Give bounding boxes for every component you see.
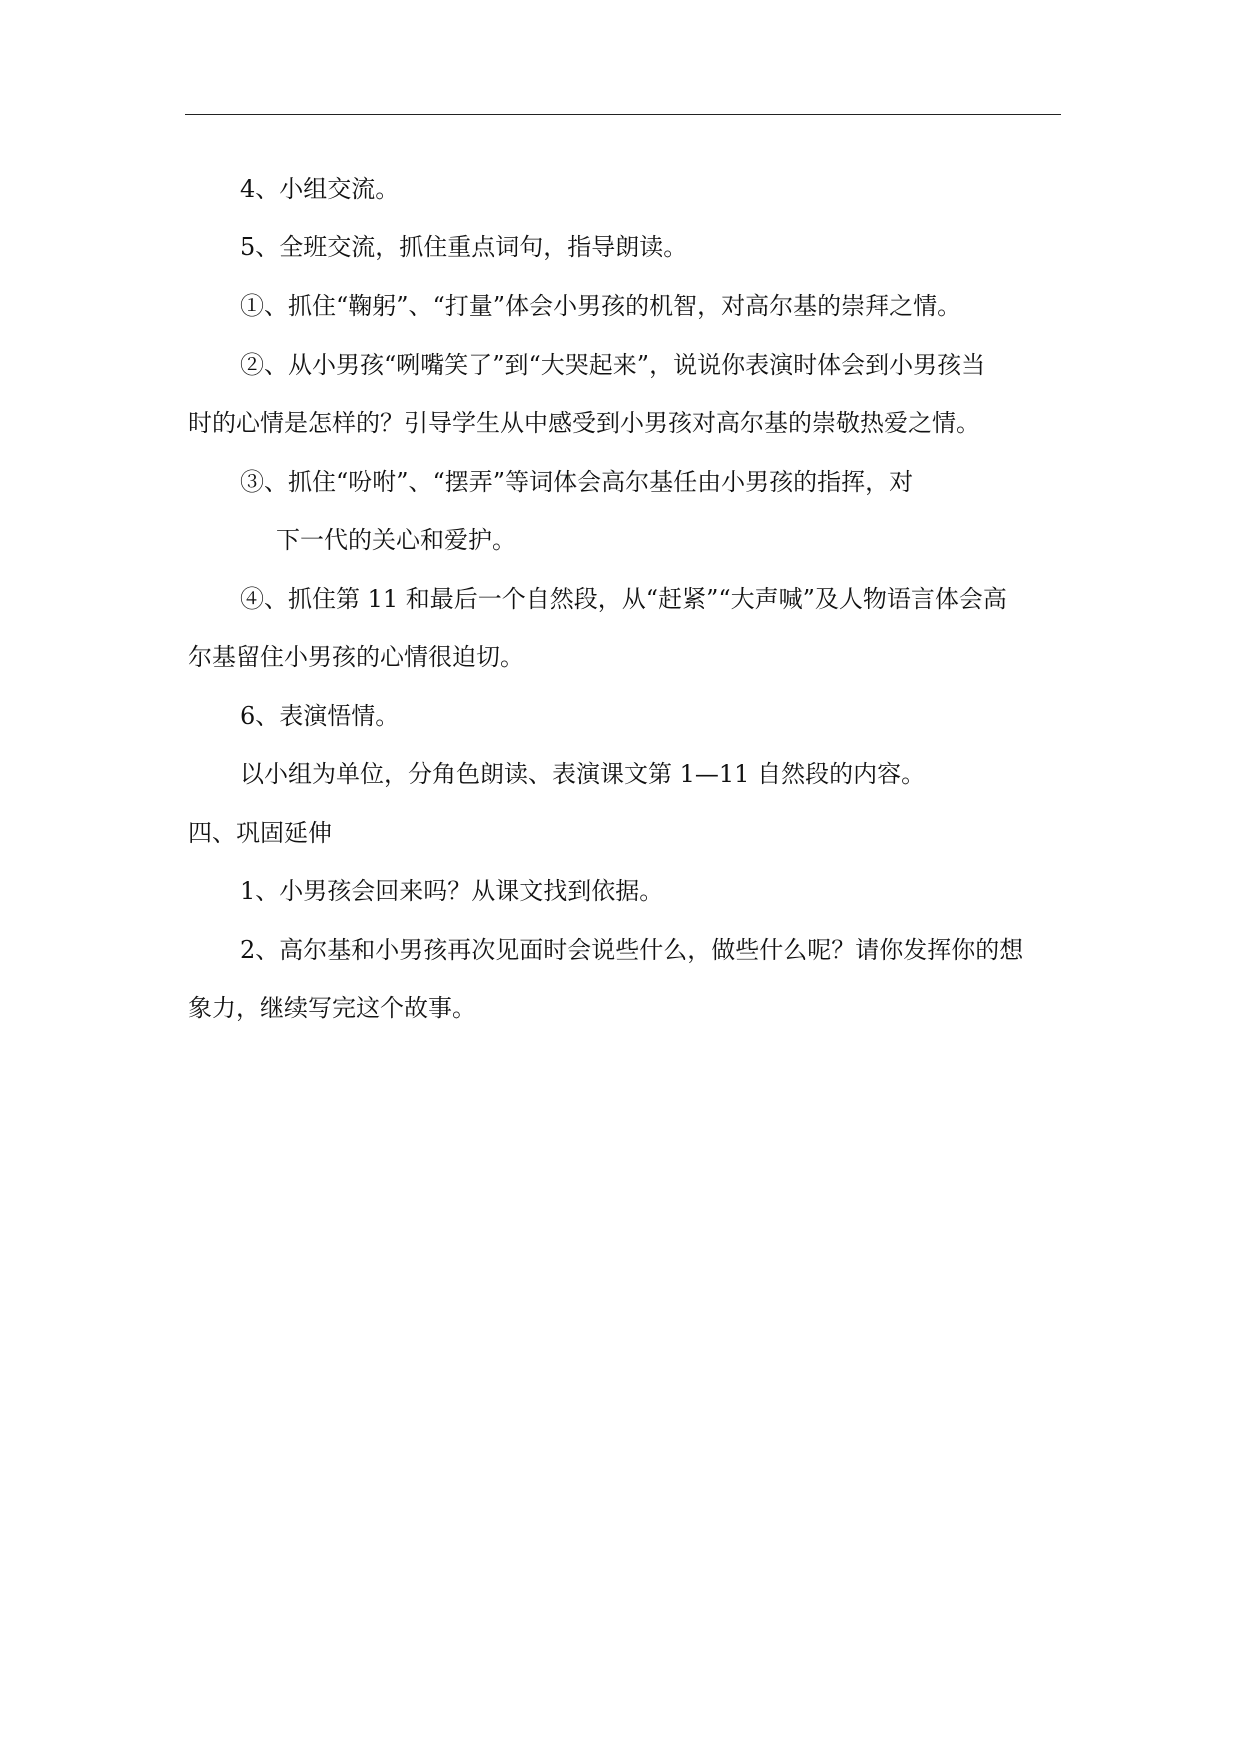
point-4-line-1: ④、抓住第 11 和最后一个自然段，从“赶紧”“大声喊”及人物语言体会高	[240, 585, 1007, 613]
point-3-line-1: ③、抓住“吩咐”、“摆弄”等词体会高尔基任由小男孩的指挥，对	[240, 468, 914, 496]
extension-2-line-2: 象力，继续写完这个故事。	[188, 994, 476, 1022]
step-5-line: 5、全班交流，抓住重点词句，指导朗读。	[240, 233, 688, 261]
point-4-line-2: 尔基留住小男孩的心情很迫切。	[188, 643, 524, 671]
point-2-line-1: ②、从小男孩“咧嘴笑了”到“大哭起来”，说说你表演时体会到小男孩当	[240, 351, 986, 379]
point-1-line: ①、抓住“鞠躬”、“打量”体会小男孩的机智，对高尔基的崇拜之情。	[240, 292, 962, 320]
step-6-line: 6、表演悟情。	[240, 702, 400, 730]
extension-1-line: 1、小男孩会回来吗？从课文找到依据。	[240, 877, 664, 905]
header-rule	[185, 114, 1061, 115]
step-4-line: 4、小组交流。	[240, 175, 400, 203]
extension-2-line-1: 2、高尔基和小男孩再次见面时会说些什么，做些什么呢？请你发挥你的想	[240, 936, 1024, 964]
section-4-heading: 四、巩固延伸	[188, 819, 332, 847]
point-3-line-2: 下一代的关心和爱护。	[276, 526, 516, 554]
step-6-detail-line: 以小组为单位，分角色朗读、表演课文第 1—11 自然段的内容。	[240, 760, 926, 788]
point-2-line-2: 时的心情是怎样的？引导学生从中感受到小男孩对高尔基的崇敬热爱之情。	[188, 409, 980, 437]
